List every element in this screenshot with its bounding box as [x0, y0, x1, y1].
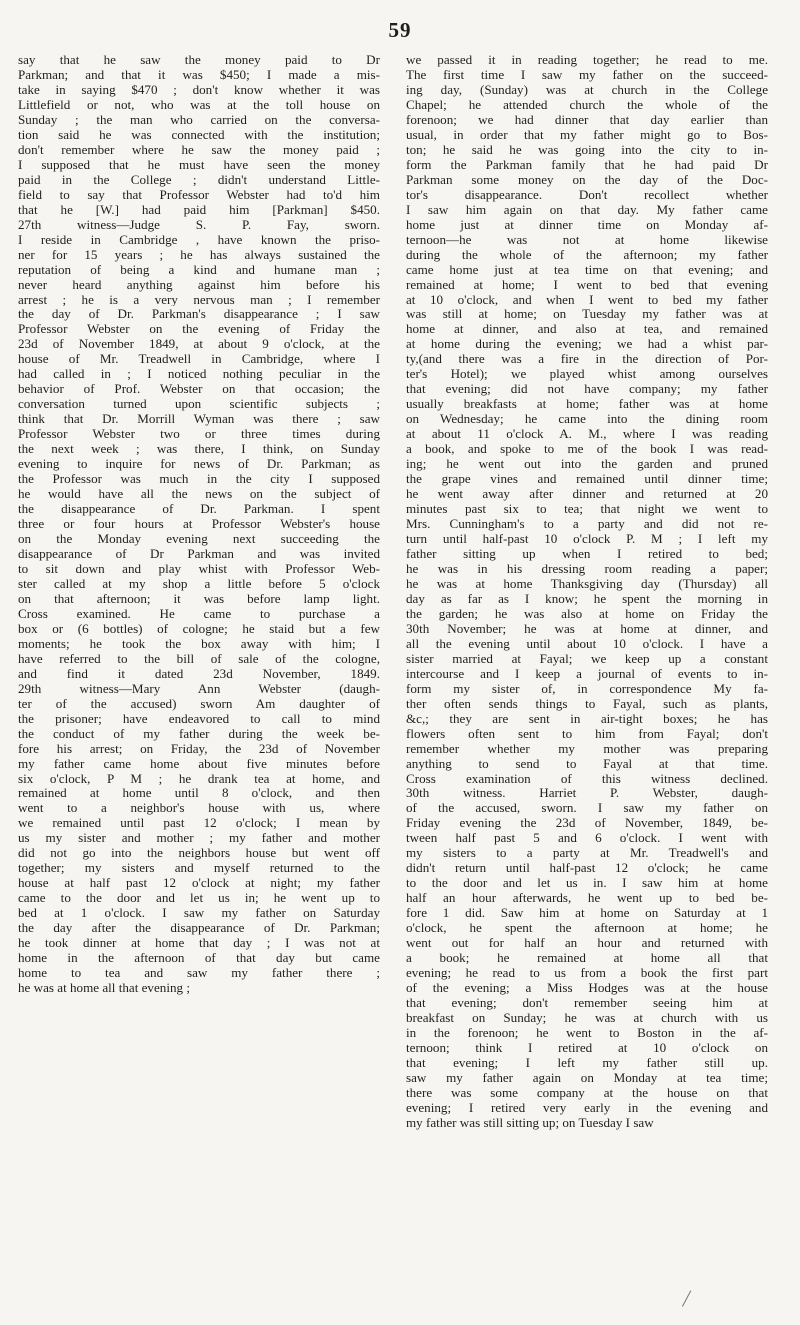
text-line: saw my father again on Monday at tea time; [406, 1069, 768, 1085]
text-line: us my sister and mother ; my father and mother [18, 830, 380, 846]
text-line: that he [W.] had paid him [Parkman] $450. [18, 201, 380, 217]
text-line: form the Parkman family that he had paid Dr [406, 156, 768, 172]
text-line: of the evening; a Miss Hodges was at the house [406, 980, 768, 996]
text-line: intercourse and I keep a journal of events to in- [406, 665, 768, 681]
text-line: went to a neighbor's house with us, where [18, 800, 380, 816]
text-line: Chapel; he attended church the whole of the [406, 96, 768, 112]
text-line: my father came home about five minutes before [18, 755, 380, 771]
text-line: arrest ; he is a very nervous man ; I remember [18, 291, 380, 307]
text-line: to the door and let us in. I saw him at home [406, 875, 768, 891]
text-line: in the forenoon; he went to Boston in the af- [406, 1024, 768, 1040]
text-line: on Wednesday; he came into the dining room [406, 411, 768, 427]
page-number: 59 [388, 18, 412, 42]
text-line: the Professor was much in the city I supposed [18, 471, 380, 487]
text-line: home at dinner, and also at tea, and remained [406, 321, 768, 337]
text-line: Professor Webster on the evening of Friday the [18, 321, 380, 337]
text-line: ing day, (Sunday) was at church in the College [406, 81, 768, 97]
text-line: evening; I retired very early in the evening and [406, 1099, 768, 1115]
text-line: the grape vines and remained until dinner time; [406, 471, 768, 487]
text-line: the day after the disappearance of Dr. Parkman; [18, 920, 380, 936]
text-line: remained at home; I went to bed that evening [406, 276, 768, 292]
text-line: sister married at Fayal; we keep up a constant [406, 650, 768, 666]
text-line: anything to send to Fayal at that time. [406, 755, 768, 771]
text-line: moments; he took the box away with him; I [18, 635, 380, 651]
text-line: usually breakfasts at home; father was at home [406, 396, 768, 412]
text-line: he was at home Thanksgiving day (Thursday) all [406, 575, 768, 591]
text-line: ternoon—he was not at home likewise [406, 231, 768, 247]
text-line: at 10 o'clock, and when I went to bed my father [406, 291, 768, 307]
text-line: the conduct of my father during the week be- [18, 725, 380, 741]
text-line: I supposed that he must have seen the money [18, 156, 380, 172]
text-line: went out for half an hour and returned with [406, 935, 768, 951]
text-line: that evening; don't remember seeing him at [406, 995, 768, 1010]
text-line: tor's disappearance. Don't recollect whether [406, 186, 768, 202]
text-line: remained at home until 8 o'clock, and then [18, 785, 380, 801]
text-line: Professor Webster two or three times during [18, 426, 380, 442]
text-line: breakfast on Sunday; he was at church with us [406, 1010, 768, 1025]
text-line: on that afternoon; it was before lamp light. [18, 590, 380, 606]
text-line: behavior of Prof. Webster on that occasion; the [18, 381, 380, 397]
text-line: the disappearance of Dr. Parkman. I spent [18, 501, 380, 517]
text-line: he took dinner at home that day ; I was not at [18, 935, 380, 951]
text-line: forenoon; we had dinner that day earlier than [406, 111, 768, 127]
text-line: house of Mr. Treadwell in Cambridge, where I [18, 351, 380, 367]
text-line: the next week ; was there, I think, on Sunday [18, 441, 380, 457]
text-line: came to the door and let us in; he went up to [18, 890, 380, 906]
text-line: six o'clock, P M ; he drank tea at home, and [18, 770, 380, 786]
text-line: of the accused, sworn. I saw my father on [406, 800, 768, 816]
text-line: take in saying $470 ; don't know whether it was [18, 81, 380, 97]
text-line: didn't return until half-past 12 o'clock; he came [406, 860, 768, 876]
text-line: ner for 15 years ; he has always sustained the [18, 246, 380, 262]
text-line: flowers often sent to him from Fayal; don't [406, 725, 768, 741]
text-line: field to say that Professor Webster had to'd him [18, 186, 380, 202]
text-line: have referred to the bill of sale of the cologne, [18, 650, 380, 666]
text-line: my sisters to a party at Mr. Treadwell's and [406, 845, 768, 861]
text-line: the prisoner; have endeavored to call to mind [18, 710, 380, 726]
text-line: evening; he read to us from a book the first part [406, 965, 768, 981]
text-line: all the evening until about 10 o'clock. I have a [406, 635, 768, 651]
text-line: we passed it in reading together; he read to me. [406, 52, 768, 67]
text-line: bed at 1 o'clock. I saw my father on Saturday [18, 905, 380, 921]
text-line: turn until half-past 10 o'clock P. M ; I left my [406, 531, 768, 546]
text-line: three or four hours at Professor Webster's house [18, 516, 380, 531]
text-line: minutes past six to tea; that night we went to [406, 501, 768, 517]
text-line: The first time I saw my father on the succeed- [406, 66, 768, 82]
text-line: tween half past 5 and 6 o'clock. I went with [406, 830, 768, 846]
text-line: a book, and spoke to me of the book I was read- [406, 441, 768, 457]
text-line: Cross examination of this witness declined. [406, 770, 768, 786]
text-line: that evening; did not have company; my father [406, 381, 768, 397]
text-line: fore his arrest; on Friday, the 23d of November [18, 740, 380, 756]
text-line: Littlefield or not, who was at the toll house on [18, 96, 380, 112]
text-line: and find it dated 23d November, 1849. [18, 665, 380, 681]
text-line: 30th witness. Harriet P. Webster, daugh- [406, 785, 768, 801]
right-column [406, 52, 768, 1130]
text-line: had called in ; I noticed nothing peculiar in the [18, 366, 380, 382]
text-line: home to tea and saw my father there ; [18, 965, 380, 981]
left-column [18, 52, 380, 995]
text-line: tion said he was connected with the institution; [18, 126, 380, 142]
text-line: did not go into the neighbors house but went off [18, 845, 380, 861]
text-line: ter's Hotel); we played whist among ourselves [406, 366, 768, 382]
text-line: Parkman some money on the day of the Doc- [406, 171, 768, 187]
text-line: ter of the accused) sworn Am daughter of [18, 695, 380, 711]
text-line: &c,; they are sent in air-tight boxes; he has [406, 710, 768, 726]
text-line: father sitting up when I retired to bed; [406, 545, 768, 561]
text-line: ster called at my shop a little before 5 o'clock [18, 575, 380, 591]
text-line: Friday evening the 23d of November, 1849, be- [406, 815, 768, 831]
text-line: fore 1 did. Saw him at home on Saturday at 1 [406, 905, 768, 921]
text-line: o'clock, he spent the afternoon at home; he [406, 920, 768, 936]
text-line: usual, in order that my father might go to Bos- [406, 126, 768, 142]
text-line: think that Dr. Morrill Wyman was there ; saw [18, 411, 380, 427]
text-line: I saw him again on that day. My father came [406, 201, 768, 217]
text-line: evening to inquire for news of Dr. Parkman; as [18, 456, 380, 472]
text-line: reputation of being a kind and humane man ; [18, 261, 380, 277]
text-line: say that he saw the money paid to Dr [18, 52, 380, 67]
text-line: half an hour afterwards, he went up to bed be- [406, 890, 768, 906]
text-line: was still at home; on Tuesday my father was at [406, 306, 768, 322]
text-line: on the Monday evening next succeeding the [18, 531, 380, 546]
text-line: he was at home all that evening ; [18, 980, 190, 996]
text-line: I reside in Cambridge , have known the priso- [18, 231, 380, 247]
text-line: day as far as I know; he spent the morning in [406, 590, 768, 606]
text-line: remember whether my mother was preparing [406, 740, 768, 756]
text-line: 29th witness—Mary Ann Webster (daugh- [18, 680, 380, 696]
text-line: house at half past 12 o'clock at night; my father [18, 875, 380, 891]
text-line: Parkman; and that it was $450; I made a mis- [18, 66, 380, 82]
text-line: we remained until past 12 o'clock; I mean by [18, 815, 380, 831]
text-line: he was in his dressing room reading a paper; [406, 560, 768, 576]
text-line: disappearance of Dr Parkman and was invited [18, 545, 380, 561]
text-line: home just at dinner time on Monday af- [406, 216, 768, 232]
text-line: the garden; he was also at home on Friday the [406, 605, 768, 621]
text-line: don't remember where he saw the money paid ; [18, 141, 380, 157]
text-line: ty,(and there was a fire in the direction of Por- [406, 351, 768, 367]
text-line: at home during the evening; we had a whist par- [406, 336, 768, 352]
text-line: my father was still sitting up; on Tuesday I saw [406, 1114, 654, 1130]
text-line: a book; he remained at home all that [406, 950, 768, 966]
text-line: he would have all the news on the subject of [18, 486, 380, 502]
text-line: the day of Dr. Parkman's disappearance ; I saw [18, 306, 380, 322]
text-line: 30th November; he was at home at dinner, and [406, 620, 768, 636]
text-line: at about 11 o'clock A. M., where I was reading [406, 426, 768, 442]
text-line: there was some company at the house on that [406, 1084, 768, 1100]
text-line: conversation turned upon scientific subjects ; [18, 396, 380, 412]
text-line: 23d of November 1849, at about 9 o'clock, at the [18, 336, 380, 352]
text-line: he went away after dinner and returned at 20 [406, 486, 768, 502]
text-line: together; my sisters and myself returned to the [18, 860, 380, 876]
text-line: that evening; I left my father still up. [406, 1054, 768, 1070]
text-line: Cross examined. He came to purchase a [18, 605, 380, 621]
text-line: ton; he said he was going into the city to in- [406, 141, 768, 157]
text-line: to sit down and play whist with Professor Web- [18, 560, 380, 576]
text-line: form my sister of, in correspondence My fa- [406, 680, 768, 696]
text-line: never heard anything against him before his [18, 276, 380, 292]
text-line: ternoon; think I retired at 10 o'clock on [406, 1039, 768, 1055]
text-line: during the whole of the afternoon; my father [406, 246, 768, 262]
text-line: paid in the College ; didn't understand Little- [18, 171, 380, 187]
text-line: Mrs. Cunningham's to a party and did not re- [406, 516, 768, 531]
text-line: box or (6 bottles) of cologne; he staid but a few [18, 620, 380, 636]
stray-pen-mark [682, 1290, 693, 1307]
text-line: ing; he went out into the garden and pruned [406, 456, 768, 472]
text-line: ther often sends things to Fayal, such as plants, [406, 695, 768, 711]
text-line: Sunday ; the man who carried on the conversa- [18, 111, 380, 127]
text-line: home in the afternoon of that day but came [18, 950, 380, 966]
text-line: came home just at tea time on that evening; and [406, 261, 768, 277]
text-line: 27th witness—Judge S. P. Fay, sworn. [18, 216, 380, 232]
